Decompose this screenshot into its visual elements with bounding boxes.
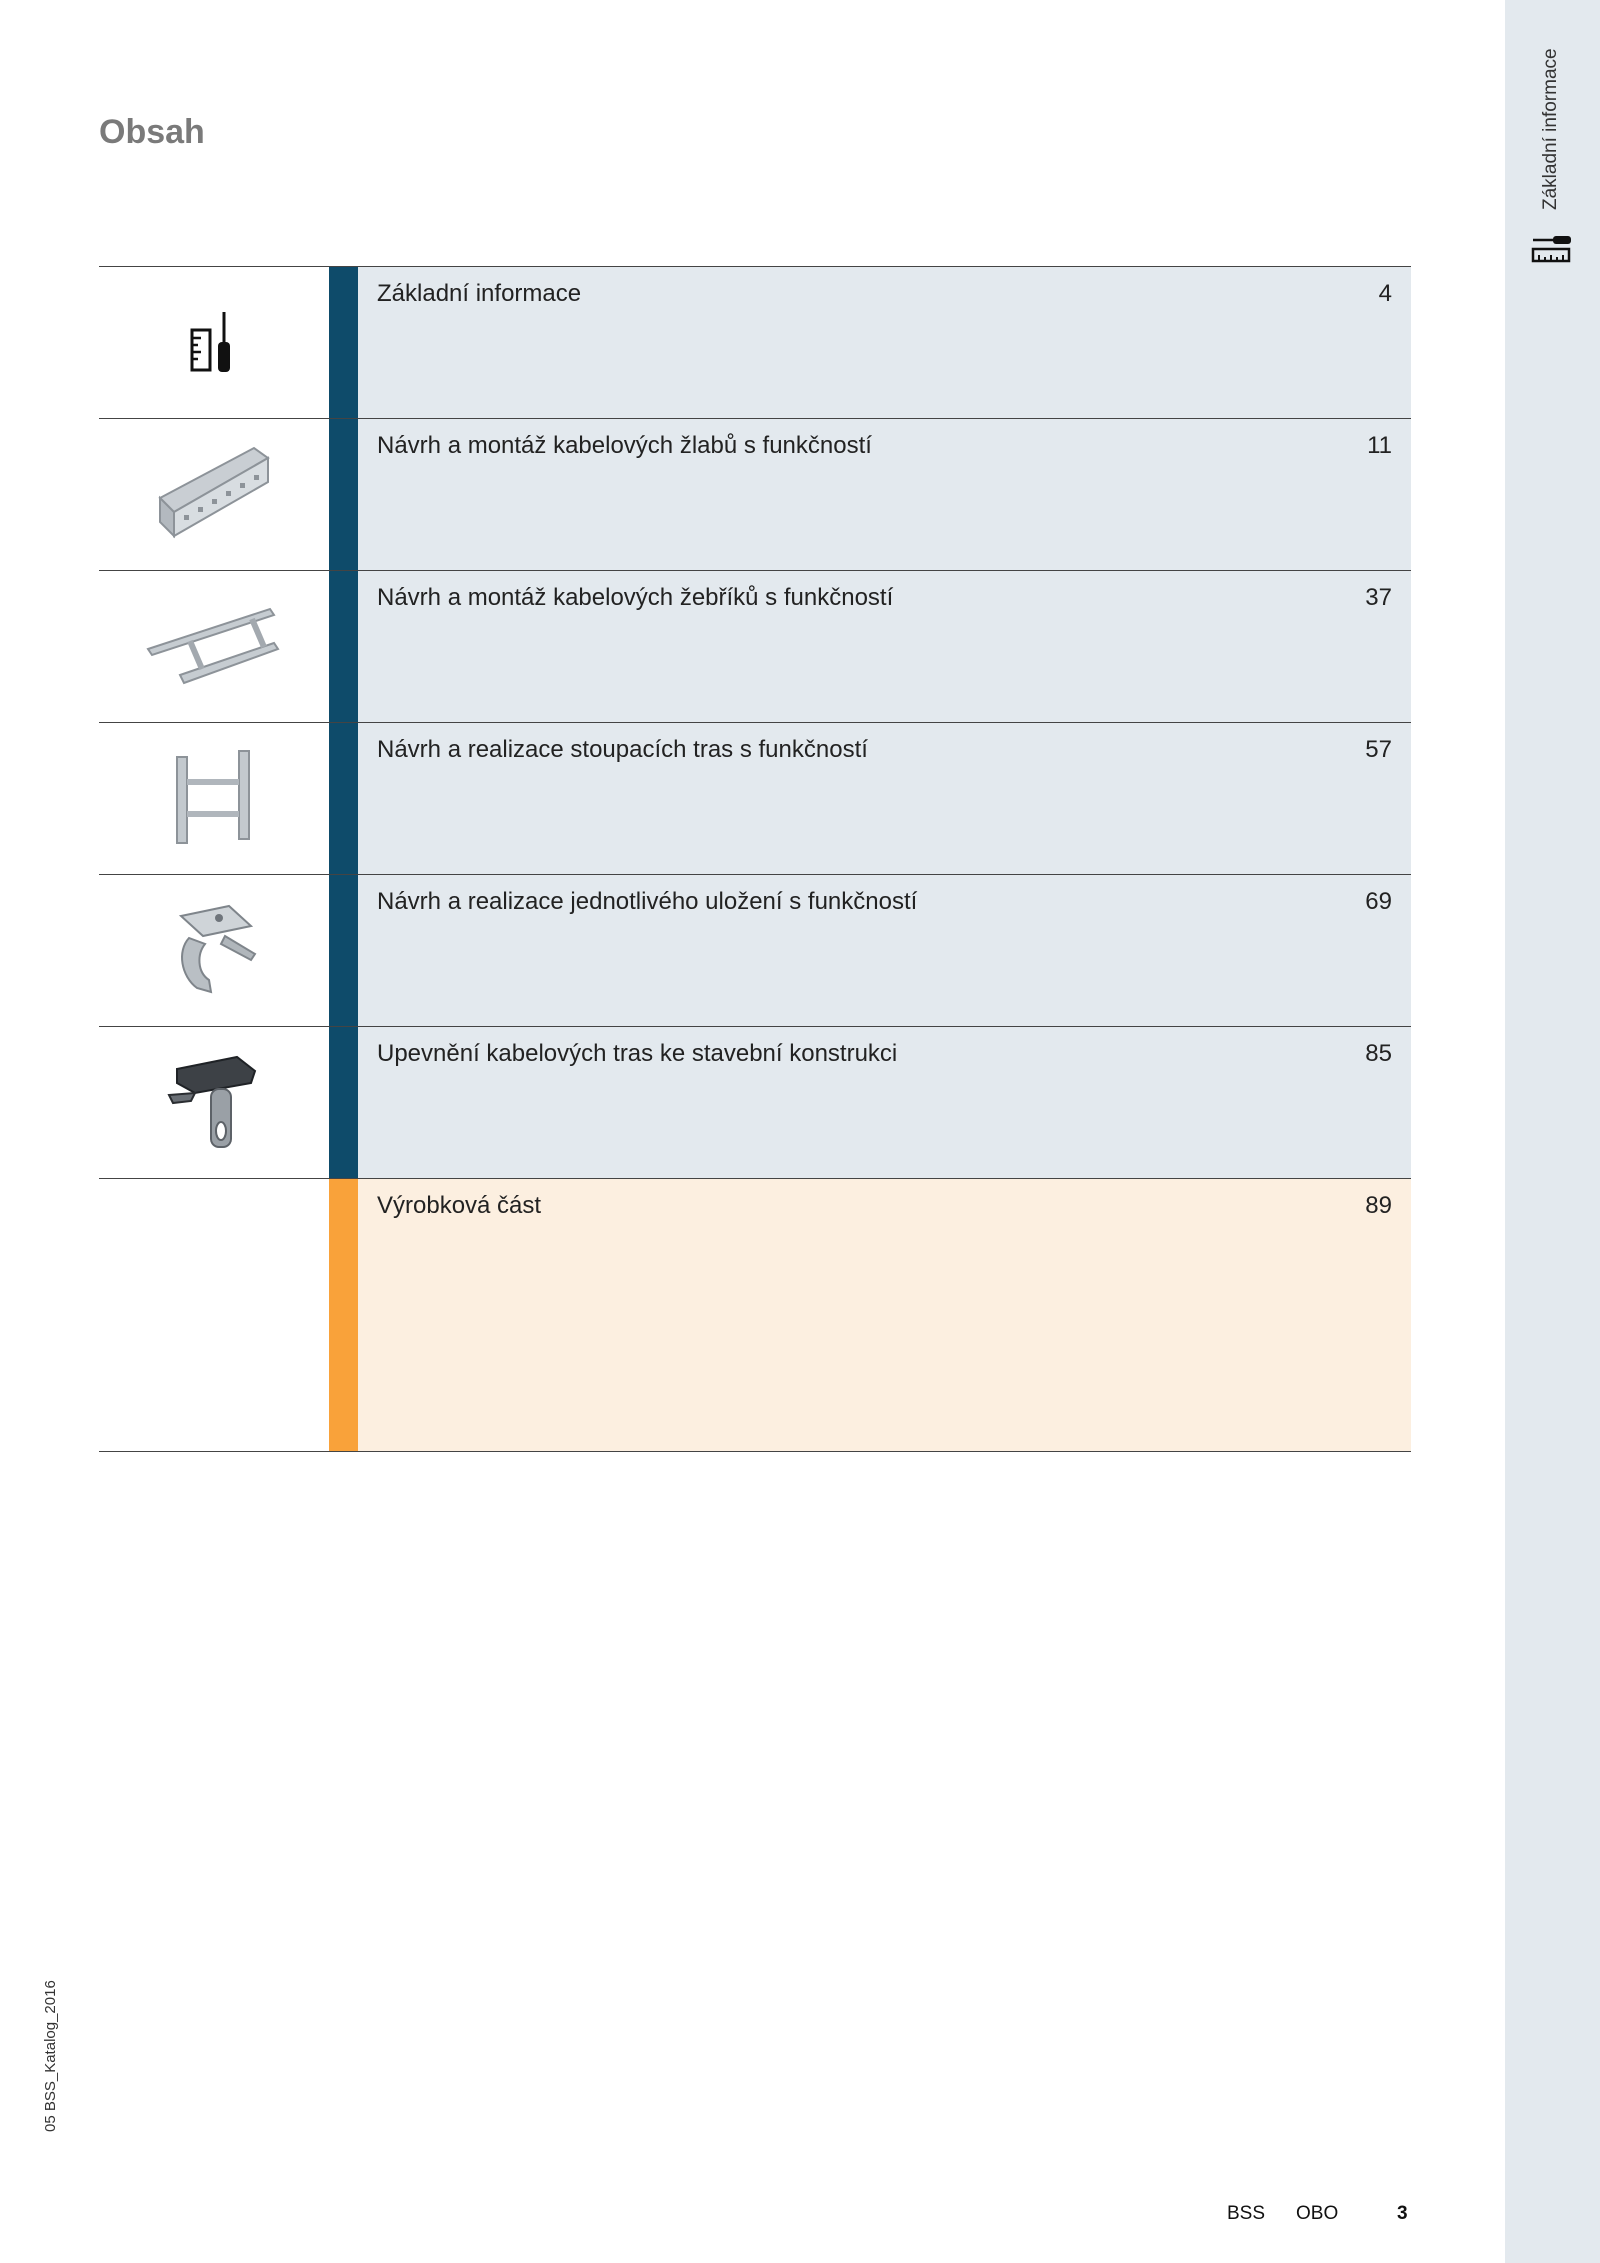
cable-ladder-icon — [144, 597, 284, 697]
toc-row-cable-ladders[interactable] — [99, 570, 1411, 722]
toc-entry-page[interactable]: 89 — [1365, 1192, 1392, 1219]
toc-row-riser-routes[interactable] — [99, 722, 1411, 874]
toc-entry-title[interactable]: Návrh a montáž kabelových žebříků s funkčností — [377, 584, 894, 611]
toc-entry-page[interactable]: 57 — [1365, 736, 1392, 763]
clamp-bracket-icon — [159, 896, 269, 1006]
toc-row-fixing[interactable] — [99, 1026, 1411, 1178]
toc-entry-title[interactable]: Výrobková část — [377, 1192, 542, 1219]
product-color-bar — [329, 1179, 358, 1451]
page-title: Obsah — [99, 113, 205, 151]
toc-thumbnail — [99, 571, 329, 722]
toc-thumbnail — [99, 267, 329, 418]
tools-icon — [1531, 234, 1575, 264]
section-color-bar — [329, 419, 358, 570]
toc-entry-title[interactable]: Návrh a montáž kabelových žlabů s funkčností — [377, 432, 872, 459]
toc-entry-page[interactable]: 37 — [1365, 584, 1392, 611]
toc-thumbnail — [99, 875, 329, 1026]
section-color-bar — [329, 875, 358, 1026]
toc-entry-page[interactable]: 85 — [1365, 1040, 1392, 1067]
toc-entry-panel — [358, 723, 1411, 874]
beam-clamp-icon — [159, 1045, 269, 1161]
toc-entry-panel — [358, 1027, 1411, 1178]
section-color-bar — [329, 1027, 358, 1178]
toc-thumbnail — [99, 1027, 329, 1178]
toc-thumbnail — [99, 419, 329, 570]
footer-brand-bss: BSS — [1227, 2203, 1266, 2224]
toc-entry-panel — [358, 267, 1411, 418]
toc-row-single-supports[interactable] — [99, 874, 1411, 1026]
toc-thumbnail — [99, 723, 329, 874]
toc-thumbnail — [99, 1179, 329, 1451]
page-number: 3 — [1397, 2203, 1408, 2224]
toc-entry-panel — [358, 875, 1411, 1026]
tools-icon — [189, 310, 239, 376]
toc-entry-panel — [358, 1179, 1411, 1451]
toc-entry-panel — [358, 571, 1411, 722]
toc-entry-panel — [358, 419, 1411, 570]
toc-entry-page[interactable]: 4 — [1378, 280, 1392, 307]
toc-entry-title[interactable]: Upevnění kabelových tras ke stavební konstrukci — [377, 1040, 898, 1067]
toc-entry-title[interactable]: Návrh a realizace jednotlivého uložení s funkčností — [377, 888, 918, 915]
toc-row-product-section[interactable] — [99, 1178, 1411, 1452]
cable-tray-icon — [154, 440, 274, 550]
vertical-ladder-icon — [169, 749, 259, 849]
toc-entry-title[interactable]: Návrh a realizace stoupacích tras s funkčností — [377, 736, 868, 763]
toc-entry-title[interactable]: Základní informace — [377, 280, 582, 307]
side-tab-strip — [1505, 0, 1600, 2263]
toc-row-cable-trays[interactable] — [99, 418, 1411, 570]
section-color-bar — [329, 571, 358, 722]
toc-entry-page[interactable]: 69 — [1365, 888, 1392, 915]
table-of-contents — [99, 266, 1411, 1452]
toc-entry-page[interactable]: 11 — [1367, 432, 1392, 459]
section-color-bar — [329, 267, 358, 418]
footer-brand-obo: OBO — [1296, 2203, 1339, 2224]
toc-row-basic-info[interactable] — [99, 266, 1411, 418]
section-color-bar — [329, 723, 358, 874]
